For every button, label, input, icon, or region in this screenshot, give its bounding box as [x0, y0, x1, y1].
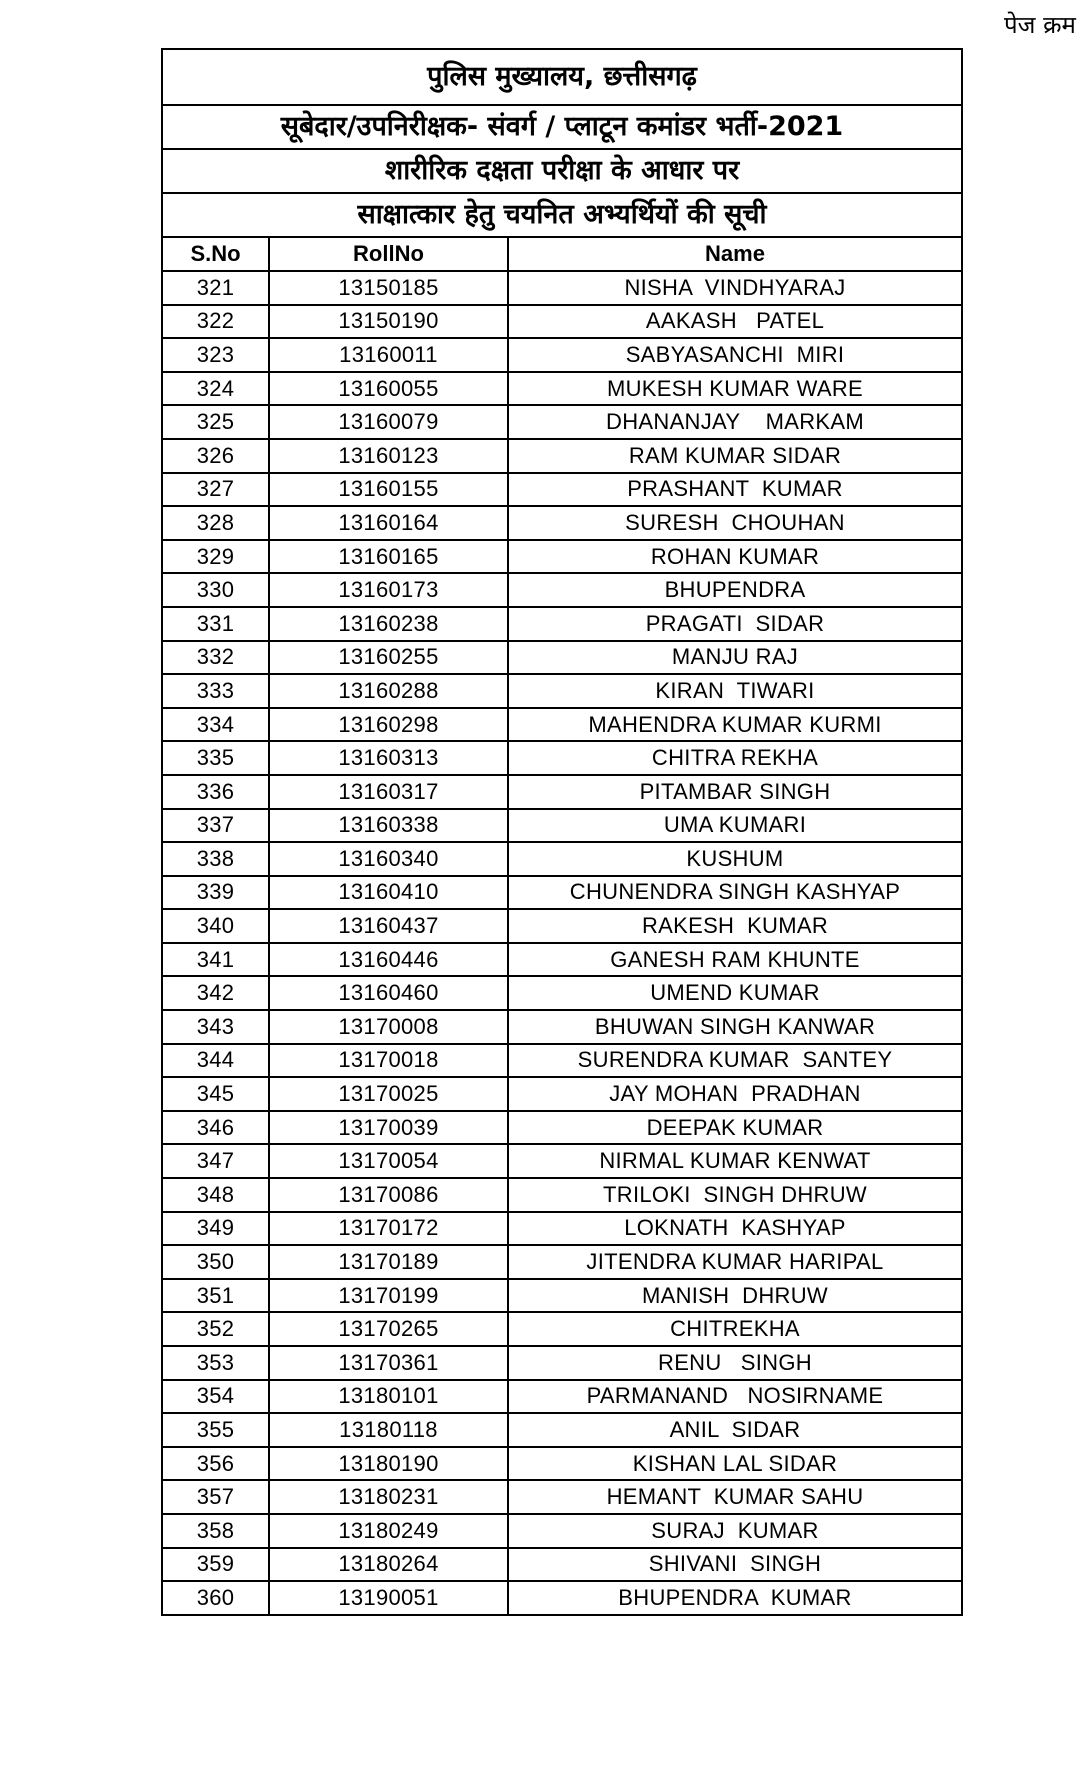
table-row — [162, 1514, 962, 1548]
cell-rollno: 13160313 — [269, 741, 508, 775]
cell-sno: 359 — [162, 1548, 269, 1582]
table-row — [162, 741, 962, 775]
table-row — [162, 1212, 962, 1246]
cell-name: BHUPENDRA KUMAR — [508, 1581, 962, 1615]
table-row — [162, 372, 962, 406]
cell-sno: 344 — [162, 1044, 269, 1078]
cell-sno: 354 — [162, 1380, 269, 1414]
cell-sno: 336 — [162, 775, 269, 809]
cell-sno: 330 — [162, 573, 269, 607]
cell-sno: 328 — [162, 506, 269, 540]
cell-name: TRILOKI SINGH DHRUW — [508, 1178, 962, 1212]
office-title: पुलिस मुख्यालय, छत्तीसगढ़ — [162, 49, 962, 105]
cell-name: RAKESH KUMAR — [508, 909, 962, 943]
cell-name: SURAJ KUMAR — [508, 1514, 962, 1548]
table-row — [162, 1111, 962, 1145]
cell-sno: 356 — [162, 1447, 269, 1481]
page-number-label: पेज क्रम — [1004, 11, 1076, 39]
cell-rollno: 13160011 — [269, 338, 508, 372]
table-row — [162, 1581, 962, 1615]
cell-rollno: 13170018 — [269, 1044, 508, 1078]
table-row — [162, 1380, 962, 1414]
cell-rollno: 13180264 — [269, 1548, 508, 1582]
table-row — [162, 876, 962, 910]
cell-rollno: 13170199 — [269, 1279, 508, 1313]
table-row — [162, 1312, 962, 1346]
cell-rollno: 13160255 — [269, 641, 508, 675]
cell-rollno: 13170189 — [269, 1245, 508, 1279]
cell-rollno: 13170008 — [269, 1010, 508, 1044]
table-row — [162, 842, 962, 876]
table-row — [162, 1245, 962, 1279]
cell-name: SURENDRA KUMAR SANTEY — [508, 1044, 962, 1078]
cell-sno: 331 — [162, 607, 269, 641]
cell-sno: 334 — [162, 708, 269, 742]
cell-rollno: 13160298 — [269, 708, 508, 742]
cell-name: PITAMBAR SINGH — [508, 775, 962, 809]
cell-sno: 332 — [162, 641, 269, 675]
table-row — [162, 506, 962, 540]
column-header-rollno: RollNo — [269, 237, 508, 271]
column-header-name: Name — [508, 237, 962, 271]
cell-name: PARMANAND NOSIRNAME — [508, 1380, 962, 1414]
table-row — [162, 473, 962, 507]
cell-rollno: 13170265 — [269, 1312, 508, 1346]
cell-rollno: 13160437 — [269, 909, 508, 943]
cell-sno: 338 — [162, 842, 269, 876]
cell-name: GANESH RAM KHUNTE — [508, 943, 962, 977]
cell-rollno: 13160338 — [269, 809, 508, 843]
cell-rollno: 13160155 — [269, 473, 508, 507]
recruitment-title: सूबेदार/उपनिरीक्षक- संवर्ग / प्लाटून कमांडर भर्ती-2021 — [162, 105, 962, 149]
cell-rollno: 13160410 — [269, 876, 508, 910]
cell-name: UMA KUMARI — [508, 809, 962, 843]
table-row — [162, 439, 962, 473]
cell-name: SHIVANI SINGH — [508, 1548, 962, 1582]
cell-name: SABYASANCHI MIRI — [508, 338, 962, 372]
cell-sno: 342 — [162, 976, 269, 1010]
cell-name: ANIL SIDAR — [508, 1413, 962, 1447]
table-row — [162, 1447, 962, 1481]
cell-name: MANISH DHRUW — [508, 1279, 962, 1313]
column-header-sno: S.No — [162, 237, 269, 271]
table-row — [162, 540, 962, 574]
cell-name: JAY MOHAN PRADHAN — [508, 1077, 962, 1111]
cell-rollno: 13170054 — [269, 1144, 508, 1178]
cell-name: MANJU RAJ — [508, 641, 962, 675]
cell-name: JITENDRA KUMAR HARIPAL — [508, 1245, 962, 1279]
table-row — [162, 1010, 962, 1044]
table-row — [162, 1279, 962, 1313]
cell-rollno: 13180249 — [269, 1514, 508, 1548]
cell-rollno: 13160288 — [269, 674, 508, 708]
cell-name: UMEND KUMAR — [508, 976, 962, 1010]
selected-candidates-table — [161, 48, 963, 1616]
table-row — [162, 405, 962, 439]
cell-sno: 346 — [162, 1111, 269, 1145]
table-row — [162, 1144, 962, 1178]
cell-sno: 341 — [162, 943, 269, 977]
cell-name: HEMANT KUMAR SAHU — [508, 1480, 962, 1514]
cell-rollno: 13190051 — [269, 1581, 508, 1615]
cell-rollno: 13160238 — [269, 607, 508, 641]
cell-sno: 323 — [162, 338, 269, 372]
cell-sno: 348 — [162, 1178, 269, 1212]
cell-rollno: 13150190 — [269, 305, 508, 339]
cell-rollno: 13160173 — [269, 573, 508, 607]
cell-sno: 350 — [162, 1245, 269, 1279]
cell-name: NIRMAL KUMAR KENWAT — [508, 1144, 962, 1178]
header-row-4 — [162, 193, 962, 237]
cell-sno: 360 — [162, 1581, 269, 1615]
cell-sno: 335 — [162, 741, 269, 775]
table-row — [162, 1548, 962, 1582]
column-header-row — [162, 237, 962, 271]
header-row-3 — [162, 149, 962, 193]
cell-name: PRAGATI SIDAR — [508, 607, 962, 641]
cell-name: PRASHANT KUMAR — [508, 473, 962, 507]
cell-rollno: 13150185 — [269, 271, 508, 305]
cell-sno: 353 — [162, 1346, 269, 1380]
cell-sno: 329 — [162, 540, 269, 574]
table-row — [162, 1480, 962, 1514]
table-row — [162, 641, 962, 675]
table-row — [162, 338, 962, 372]
table-row — [162, 708, 962, 742]
cell-name: KISHAN LAL SIDAR — [508, 1447, 962, 1481]
list-title: साक्षात्कार हेतु चयनित अभ्यर्थियों की सूची — [162, 193, 962, 237]
cell-rollno: 13160055 — [269, 372, 508, 406]
cell-sno: 340 — [162, 909, 269, 943]
table-row — [162, 674, 962, 708]
cell-sno: 349 — [162, 1212, 269, 1246]
cell-sno: 358 — [162, 1514, 269, 1548]
cell-rollno: 13160460 — [269, 976, 508, 1010]
table-row — [162, 1413, 962, 1447]
cell-name: KUSHUM — [508, 842, 962, 876]
cell-name: RAM KUMAR SIDAR — [508, 439, 962, 473]
cell-rollno: 13160446 — [269, 943, 508, 977]
table-row — [162, 1044, 962, 1078]
cell-name: AAKASH PATEL — [508, 305, 962, 339]
cell-name: MUKESH KUMAR WARE — [508, 372, 962, 406]
cell-name: CHITREKHA — [508, 1312, 962, 1346]
cell-sno: 351 — [162, 1279, 269, 1313]
cell-rollno: 13160340 — [269, 842, 508, 876]
table-row — [162, 943, 962, 977]
cell-name: MAHENDRA KUMAR KURMI — [508, 708, 962, 742]
cell-rollno: 13170025 — [269, 1077, 508, 1111]
cell-sno: 352 — [162, 1312, 269, 1346]
cell-sno: 326 — [162, 439, 269, 473]
cell-name: CHITRA REKHA — [508, 741, 962, 775]
cell-name: RENU SINGH — [508, 1346, 962, 1380]
cell-rollno: 13160164 — [269, 506, 508, 540]
cell-sno: 357 — [162, 1480, 269, 1514]
cell-rollno: 13170086 — [269, 1178, 508, 1212]
cell-sno: 321 — [162, 271, 269, 305]
cell-name: BHUWAN SINGH KANWAR — [508, 1010, 962, 1044]
cell-rollno: 13180101 — [269, 1380, 508, 1414]
cell-rollno: 13170039 — [269, 1111, 508, 1145]
table-row — [162, 305, 962, 339]
cell-name: NISHA VINDHYARAJ — [508, 271, 962, 305]
cell-name: KIRAN TIWARI — [508, 674, 962, 708]
table-row — [162, 1077, 962, 1111]
table-row — [162, 607, 962, 641]
cell-name: SURESH CHOUHAN — [508, 506, 962, 540]
cell-sno: 333 — [162, 674, 269, 708]
cell-rollno: 13160317 — [269, 775, 508, 809]
cell-sno: 322 — [162, 305, 269, 339]
table-row — [162, 271, 962, 305]
table-row — [162, 573, 962, 607]
cell-rollno: 13180118 — [269, 1413, 508, 1447]
table-row — [162, 809, 962, 843]
table-row — [162, 909, 962, 943]
cell-name: LOKNATH KASHYAP — [508, 1212, 962, 1246]
cell-rollno: 13170172 — [269, 1212, 508, 1246]
test-basis-title: शारीरिक दक्षता परीक्षा के आधार पर — [162, 149, 962, 193]
table-row — [162, 775, 962, 809]
cell-name: BHUPENDRA — [508, 573, 962, 607]
cell-sno: 337 — [162, 809, 269, 843]
cell-sno: 325 — [162, 405, 269, 439]
cell-sno: 355 — [162, 1413, 269, 1447]
cell-name: DEEPAK KUMAR — [508, 1111, 962, 1145]
cell-sno: 327 — [162, 473, 269, 507]
cell-rollno: 13170361 — [269, 1346, 508, 1380]
cell-rollno: 13160079 — [269, 405, 508, 439]
table-row — [162, 1178, 962, 1212]
cell-sno: 347 — [162, 1144, 269, 1178]
cell-rollno: 13160165 — [269, 540, 508, 574]
header-row-2 — [162, 105, 962, 149]
cell-rollno: 13180231 — [269, 1480, 508, 1514]
cell-name: DHANANJAY MARKAM — [508, 405, 962, 439]
cell-rollno: 13180190 — [269, 1447, 508, 1481]
cell-sno: 324 — [162, 372, 269, 406]
cell-sno: 345 — [162, 1077, 269, 1111]
cell-sno: 343 — [162, 1010, 269, 1044]
cell-name: ROHAN KUMAR — [508, 540, 962, 574]
cell-rollno: 13160123 — [269, 439, 508, 473]
cell-name: CHUNENDRA SINGH KASHYAP — [508, 876, 962, 910]
header-row-1 — [162, 49, 962, 105]
table-row — [162, 976, 962, 1010]
cell-sno: 339 — [162, 876, 269, 910]
table-row — [162, 1346, 962, 1380]
